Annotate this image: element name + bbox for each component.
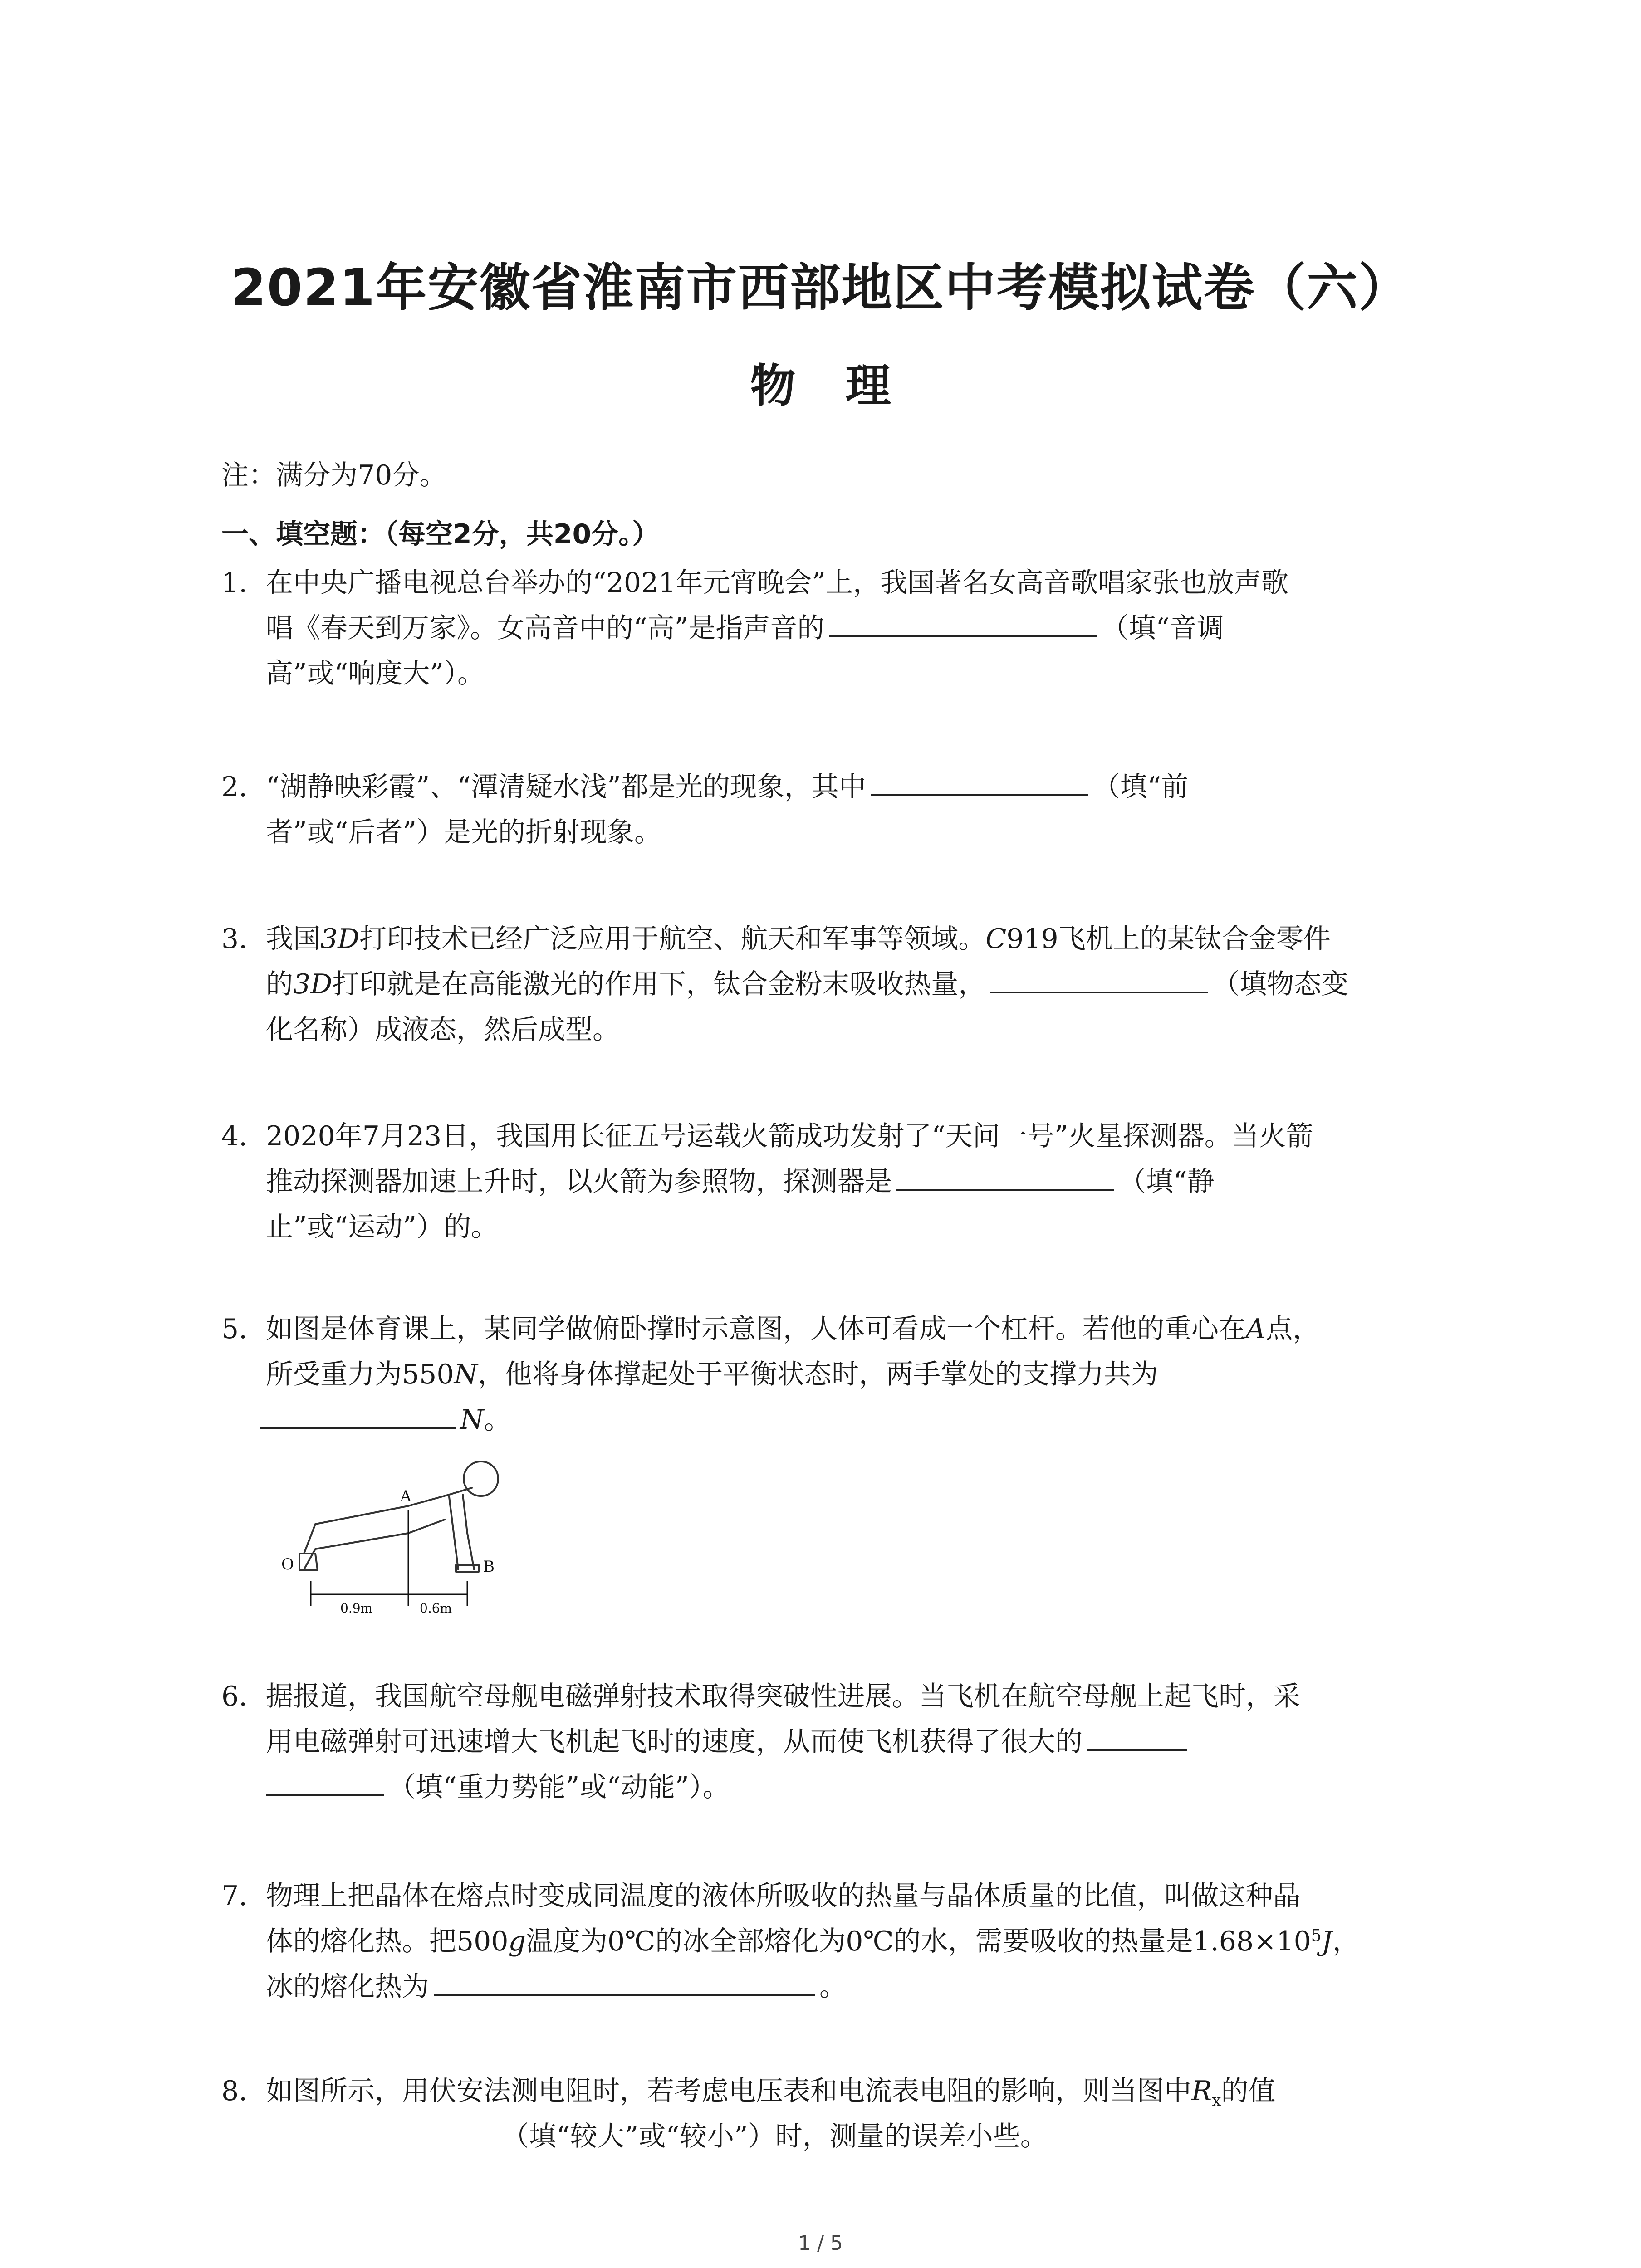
question-text: 温度为0℃的冰全部熔化为0℃的水，需要吸收的热量是1.68×10 <box>525 1926 1311 1957</box>
label-b: B <box>483 1558 495 1576</box>
question-text: （填“较大”或“较小”）时，测量的误差小些。 <box>502 2121 1048 2152</box>
question-number: 1. <box>221 567 248 599</box>
answer-blank[interactable] <box>896 1161 1114 1191</box>
label-a: A <box>400 1487 411 1505</box>
question-text: 物理上把晶体在熔点时变成同温度的液体所吸收的热量与晶体质量的比值，叫做这种晶 <box>266 1880 1300 1912</box>
question-text: （填物态变 <box>1212 968 1349 1000</box>
question-text: 如图是体育课上，某同学做俯卧撑时示意图，人体可看成一个杠杆。若他的重心在 <box>266 1313 1246 1345</box>
question-text: 。 <box>819 1971 847 2003</box>
pushup-figure <box>272 1456 526 1615</box>
question-text: 打印技术已经广泛应用于航空、航天和军事等领域。 <box>359 923 986 955</box>
body-outline <box>304 1520 445 1569</box>
answer-blank[interactable] <box>1087 1721 1187 1751</box>
question-text: （填“静 <box>1119 1166 1215 1198</box>
question-text: 推动探测器加速上升时，以火箭为参照物，探测器是 <box>266 1166 892 1198</box>
question-number: 2. <box>221 771 248 803</box>
question-text: 点， <box>1265 1313 1320 1345</box>
question-text: （填“重力势能”或“动能”）。 <box>388 1771 730 1803</box>
question-text: J <box>1321 1926 1332 1957</box>
question-number: 7. <box>221 1880 248 1912</box>
question-text: ， <box>1332 1926 1360 1957</box>
question-text: 2020年7月23日，我国用长征五号运载火箭成功发射了“天问一号”火星探测器。当火箭 <box>266 1120 1313 1152</box>
question-number: 6. <box>221 1681 248 1712</box>
question-text: N <box>454 1359 478 1390</box>
question-text: 打印就是在高能激光的作用下，钛合金粉末吸收热量， <box>332 968 986 1000</box>
question-text: “湖静映彩霞”、“潭清疑水浅”都是光的现象，其中 <box>266 771 866 803</box>
dimension-label: 0.9m <box>340 1601 373 1615</box>
question-text: 的值 <box>1221 2075 1276 2107</box>
question-text: 唱《春天到万家》。女高音中的“高”是指声音的 <box>266 612 825 644</box>
question-text: 者”或“后者”）是光的折射现象。 <box>266 816 662 848</box>
question-text: 体的熔化热。把500 <box>266 1926 509 1957</box>
question-text: 止”或“运动”）的。 <box>266 1211 499 1243</box>
question-number: 5. <box>221 1313 248 1345</box>
dimension-label: 0.6m <box>420 1601 452 1615</box>
answer-blank[interactable] <box>829 607 1097 637</box>
answer-blank[interactable] <box>266 1766 384 1796</box>
question-number: 3. <box>221 923 248 955</box>
question-number: 4. <box>221 1120 248 1152</box>
question-text: 5 <box>1311 1926 1322 1945</box>
question-text: ，他将身体撑起处于平衡状态时，两手掌处的支撑力共为 <box>478 1359 1159 1390</box>
score-note: 注：满分为70分。 <box>221 459 447 491</box>
question-text: 我国 <box>266 923 320 955</box>
question-text: 3D <box>320 923 360 955</box>
answer-blank[interactable] <box>260 1399 456 1429</box>
section-heading: 一、填空题：（每空2分，共20分。） <box>221 518 660 550</box>
head-outline <box>464 1461 498 1496</box>
question-text: 。 <box>484 1404 511 1436</box>
arm-outline <box>463 1495 474 1569</box>
question-text: （填“音调 <box>1101 612 1225 644</box>
question-text: A <box>1246 1313 1266 1345</box>
answer-blank[interactable] <box>871 766 1088 796</box>
question-text: 如图所示，用伏安法测电阻时，若考虑电压表和电流表电阻的影响，则当图中 <box>266 2075 1191 2107</box>
question-text: 在中央广播电视总台举办的“2021年元宵晚会”上，我国著名女高音歌唱家张也放声歌 <box>266 567 1289 599</box>
question-text: 化名称）成液态，然后成型。 <box>266 1014 620 1046</box>
question-text: 所受重力为550 <box>266 1359 454 1390</box>
body-outline <box>304 1488 472 1554</box>
hand-outline <box>456 1565 479 1572</box>
question-text: 据报道，我国航空母舰电磁弹射技术取得突破性进展。当飞机在航空母舰上起飞时，采 <box>266 1681 1300 1712</box>
question-text: 3D <box>293 968 333 1000</box>
question-text: 的 <box>266 968 293 1000</box>
question-number: 8. <box>221 2075 248 2107</box>
label-o: O <box>281 1555 294 1574</box>
question-text: 冰的熔化热为 <box>266 1971 429 2003</box>
question-text: C <box>985 923 1007 955</box>
question-text: g <box>508 1926 526 1957</box>
question-text: R <box>1191 2075 1212 2107</box>
subject-title: 物理 <box>750 359 941 412</box>
arm-outline <box>449 1497 458 1569</box>
question-text: 高”或“响度大”）。 <box>266 658 485 689</box>
question-text: （填“前 <box>1092 771 1189 803</box>
question-text: 用电磁弹射可迅速增大飞机起飞时的速度，从而使飞机获得了很大的 <box>266 1726 1083 1758</box>
question-text: N <box>460 1404 484 1436</box>
answer-blank[interactable] <box>990 963 1208 993</box>
question-text: x <box>1212 2092 1221 2110</box>
answer-blank[interactable] <box>434 1966 815 1996</box>
exam-title: 2021年安徽省淮南市西部地区中考模拟试卷（六） <box>230 259 1411 318</box>
page-number: 1 / 5 <box>798 2232 843 2255</box>
question-text: 919飞机上的某钛合金零件 <box>1006 923 1331 955</box>
